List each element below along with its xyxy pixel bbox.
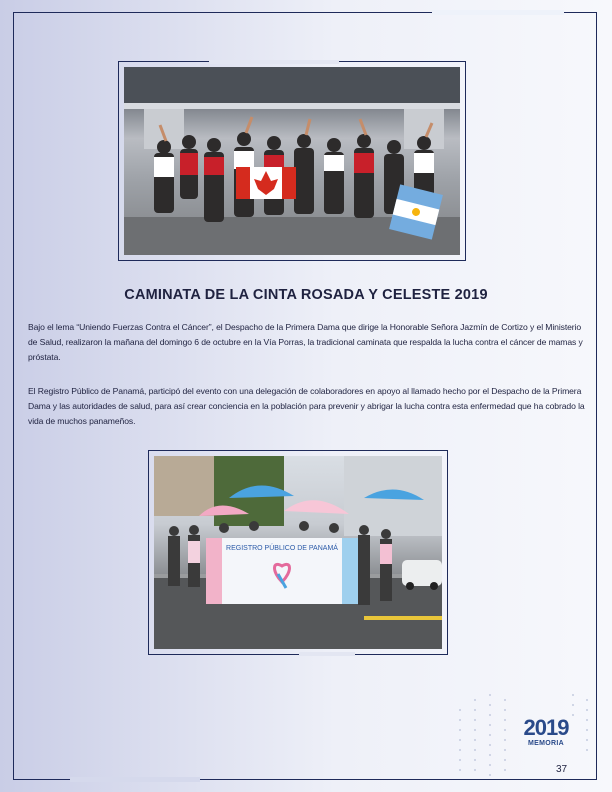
walk-photo-banner	[154, 456, 442, 649]
paragraph-intro: Bajo el lema “Uniendo Fuerzas Contra el Cáncer”, el Despacho de la Primera Dama que dirige la Honorable Señora Jazmín de Cortizo y el Ministerio de Salud, realizaron la mañana del domingo 6 de octubre en la Vía Porras, la tradicional caminata que respalda la lucha contra el cáncer de mamas y próstata.	[28, 322, 583, 362]
photo-illustration	[154, 456, 442, 649]
group-photo-flags	[124, 67, 460, 255]
logo-year: 2019	[523, 715, 569, 740]
photo-illustration	[124, 67, 460, 255]
logo-word: MEMORIA	[528, 740, 564, 747]
page-number: 37	[556, 764, 568, 775]
section-title: CAMINATA DE LA CINTA ROSADA Y CELESTE 2019	[124, 287, 488, 303]
memoria-logo	[522, 717, 570, 755]
frame-gap	[70, 777, 200, 782]
banner-text: REGISTRO PÚBLICO DE PANAMÁ	[226, 545, 338, 552]
paragraph-participation: El Registro Público de Panamá, participó del evento con una delegación de colaboradores en apoyo al llamado hecho por el Despacho de la Primera Dama y las autoridades de salud, para así crear conciencia en la población para prevenir y abrigar la lucha contra esta enfermedad que ha cobrado la vida de muchos panameños.	[28, 386, 585, 426]
frame-gap	[432, 10, 564, 15]
